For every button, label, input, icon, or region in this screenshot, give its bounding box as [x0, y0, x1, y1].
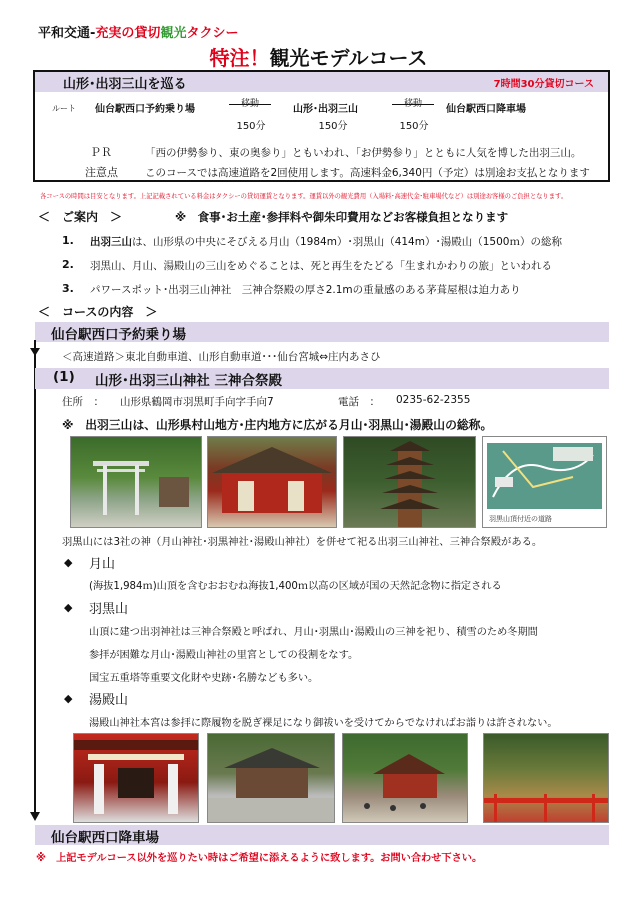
haguro-name: 羽黒山: [89, 602, 129, 617]
guide-item-bold: 出羽三山: [90, 236, 132, 248]
haguro-text-2: 参拝が困難な月山･湯殿山神社の里宮としての役割をなす。: [89, 650, 359, 661]
tagline-red: 充実の貸切: [95, 26, 161, 41]
photo-shrine-visitors: [342, 733, 468, 823]
arrow-down-icon: [30, 348, 40, 356]
haguro-text-3: 国宝五重塔等重要文化財や史跡･名勝なども多い。: [89, 673, 319, 684]
guide-notice: ※ 食事･お土産･参拝料や御朱印費用などお客様負担となります: [175, 210, 509, 224]
pagoda-icon: [344, 437, 475, 527]
guide-item-2: 羽黒山、月山、湯殿山の三山をめぐることは、死と再生をたどる「生まれかわりの旅」といわれる: [90, 260, 552, 272]
guide-item-1: [90, 234, 562, 249]
title-red: 特注！: [209, 46, 270, 70]
diamond-bullet-icon: ◆: [64, 601, 73, 614]
end-bar: [35, 825, 609, 845]
gassan-text: (海抜1,984ｍ)山頂を含むおおむね海抜1,400ｍ以高の区域が国の天然記念物に指定される: [89, 581, 502, 592]
route-station-start: 仙台駅西口予約乗り場: [95, 104, 195, 115]
end-label: 仙台駅西口降車場: [51, 830, 159, 846]
course-duration: 7時間30分貸切コース: [493, 79, 594, 90]
route-line: [34, 340, 36, 815]
note-text: このコースでは高速道路を2回使用します。高速料金6,340円（予定）は別途お支払となります: [145, 167, 590, 179]
route-label: ルート: [52, 104, 76, 113]
pr-text: 「西の伊勢参り、東の奥参り」ともいわれ、「お伊勢参り」とともに人気を博した出羽三山。: [145, 147, 582, 159]
photo-area-map: [482, 436, 607, 528]
photo-sanjin-gosaiden: [207, 436, 337, 528]
bridge-icon: [484, 734, 608, 822]
fine-print: 各コースの時間は目安となります。上記記載されている料金はタクシーの貸切運賃となります。運賃以外の観光費用（入場料･高速代金･駐車場代など）は別途お客様のご負担となります。: [40, 193, 568, 200]
route-station-end: 仙台駅西口降車場: [446, 104, 526, 115]
company-header: [38, 22, 238, 41]
photo-red-shrine-gate: [73, 733, 199, 823]
torii-icon: [71, 437, 201, 527]
shrine-icon: [208, 437, 336, 527]
route-move-2: [388, 96, 438, 109]
photo-five-story-pagoda: [343, 436, 476, 528]
guide-item-3: パワースポット･出羽三山神社 三神合祭殿の厚さ2.1mの重量感のある茅葺屋根は迫力あり: [90, 284, 521, 296]
move-label: 移動: [240, 99, 259, 109]
dash: -: [90, 26, 96, 41]
tagline-green: 観光: [160, 26, 187, 41]
yudono-name: 湯殿山: [89, 693, 129, 708]
footer-note: ※ 上記モデルコース以外を巡りたい時はご希望に添えるように致します。お問い合わせ下さい。: [36, 853, 483, 864]
route-station-mid: 山形･出羽三山: [293, 104, 358, 115]
photo-torii-gate: [70, 436, 202, 528]
guide-item-text: は、山形県の中央にそびえる月山（1984m）･羽黒山（414m）･湯殿山（1500ｍ）の総称: [132, 236, 562, 248]
start-label: 仙台駅西口予約乗り場: [51, 327, 186, 343]
company-name: 平和交通: [38, 26, 91, 41]
address-label: 住所 ：: [62, 396, 104, 408]
photo-red-bridge: [483, 733, 609, 823]
phone-label: 電話 ：: [338, 396, 380, 408]
route-duration-1: 150分: [236, 121, 266, 132]
stop-title: 山形･出羽三山神社 三神合祭殿: [95, 373, 282, 389]
route-move-1: [225, 96, 275, 109]
page-title: [0, 42, 637, 71]
diamond-bullet-icon: ◆: [64, 692, 73, 705]
dewa-headline: ※ 出羽三山は、山形県村山地方･庄内地方に広がる月山･羽黒山･湯殿山の総称。: [62, 418, 493, 432]
pr-label: ＰＲ: [90, 146, 112, 159]
course-heading: 山形･出羽三山を巡る: [63, 77, 187, 92]
move-label: 移動: [403, 99, 422, 109]
gassan-name: 月山: [89, 557, 116, 572]
start-bar: [35, 322, 609, 342]
address-value: 山形県鶴岡市羽黒町手向字手向7: [120, 396, 274, 408]
tagline-red2: タクシー: [186, 26, 239, 41]
yudono-text: 湯殿山神社本宮は参拝に際履物を脱ぎ裸足になり御祓いを受けてからでなければお詣りは許されない。: [89, 718, 558, 729]
note-label: 注意点: [85, 166, 118, 179]
haguro-text-1: 山頂に建つ出羽神社は三神合祭殿と呼ばれ、月山･羽黒山･湯殿山の三神を祀り、積雪のため冬期間: [89, 627, 538, 638]
route-duration-2: 150分: [318, 121, 348, 132]
highway-text: ＜高速道路＞東北自動車道、山形自動車道･･･仙台宮城⇔庄内あさひ: [62, 351, 381, 363]
guide-item-num: 2.: [62, 258, 74, 271]
summary-text: 羽黒山には3社の神（月山神社･羽黒神社･湯殿山神社）を併せて祀る出羽三山神社、三神合祭殿がある。: [62, 536, 543, 548]
guide-item-num: 3.: [62, 282, 74, 295]
guide-heading: ＜ ご案内 ＞: [38, 210, 123, 224]
temple-icon: [343, 734, 467, 822]
course-content-heading: ＜ コースの内容 ＞: [38, 305, 158, 319]
stop-bar: [35, 368, 609, 389]
route-duration-3: 150分: [399, 121, 429, 132]
stop-number: (1): [53, 369, 75, 385]
phone-value: 0235-62-2355: [396, 394, 471, 406]
guide-item-num: 1.: [62, 234, 74, 247]
photo-shrine-hall: [207, 733, 335, 823]
arrow-down-icon: [30, 812, 40, 821]
title-rest: 観光モデルコース: [269, 46, 428, 70]
map-caption: 羽黒山頂付近の道路: [489, 515, 552, 523]
gate-icon: [74, 734, 198, 822]
diamond-bullet-icon: ◆: [64, 556, 73, 569]
hall-icon: [208, 734, 334, 822]
course-summary-heading-bar: [35, 72, 608, 92]
